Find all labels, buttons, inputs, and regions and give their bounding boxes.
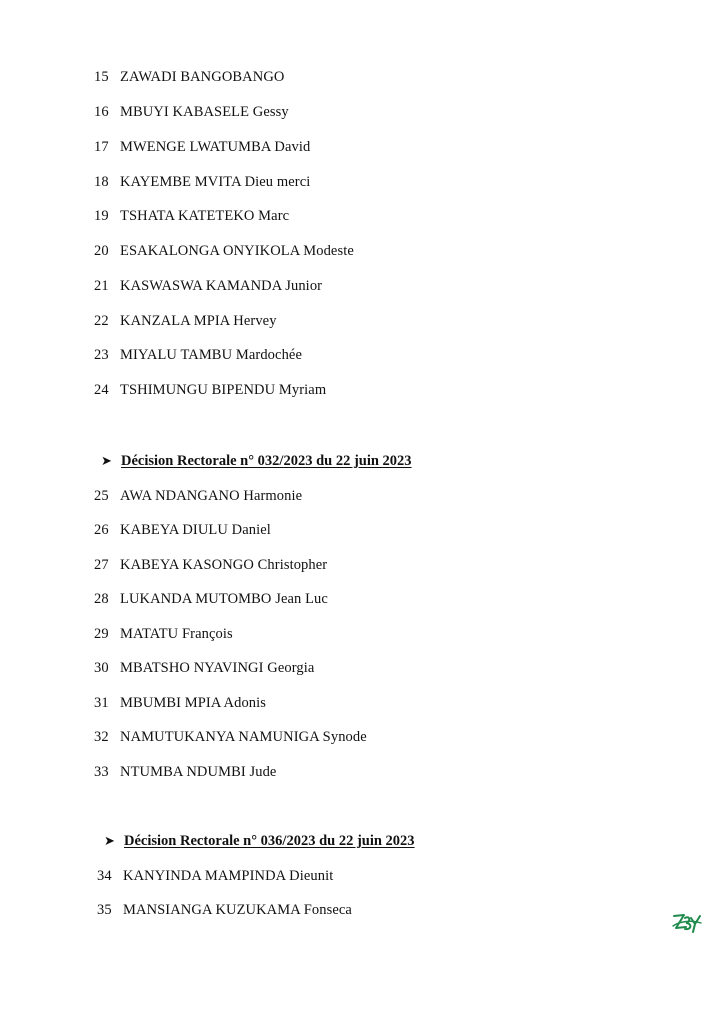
list-item <box>94 590 328 608</box>
item-name: MATATU François <box>120 626 233 642</box>
item-name: MANSIANGA KUZUKAMA Fonseca <box>123 902 352 918</box>
item-name: KABEYA KASONGO Christopher <box>120 557 328 573</box>
item-number: 28 <box>94 591 109 607</box>
item-number: 35 <box>97 902 112 918</box>
decision-title: Décision Rectorale n° 032/2023 du 22 juin 2023 <box>121 453 412 469</box>
item-name: TSHIMUNGU BIPENDU Myriam <box>120 382 327 398</box>
item-name: KANYINDA MAMPINDA Dieunit <box>123 868 334 884</box>
item-name: MBUMBI MPIA Adonis <box>120 695 267 711</box>
list-item <box>94 381 326 399</box>
item-number: 17 <box>94 139 109 155</box>
list-item <box>97 901 352 919</box>
item-name: KABEYA DIULU Daniel <box>120 522 271 538</box>
item-number: 16 <box>94 104 109 120</box>
list-item <box>94 68 284 86</box>
item-number: 21 <box>94 278 109 294</box>
list-item <box>94 242 354 260</box>
item-number: 29 <box>94 626 109 642</box>
item-number: 30 <box>94 660 109 676</box>
list-item <box>94 103 289 121</box>
list-item <box>94 625 233 643</box>
item-name: MBATSHO NYAVINGI Georgia <box>120 660 315 676</box>
item-number: 25 <box>94 488 109 504</box>
decision-title: Décision Rectorale n° 036/2023 du 22 juin 2023 <box>124 833 415 849</box>
item-name: KANZALA MPIA Hervey <box>120 313 277 329</box>
item-number: 19 <box>94 208 109 224</box>
item-number: 26 <box>94 522 109 538</box>
item-name: NAMUTUKANYA NAMUNIGA Synode <box>120 729 367 745</box>
list-item <box>94 173 310 191</box>
list-item <box>94 556 327 574</box>
list-item <box>94 346 302 364</box>
bullet-arrow-icon: ➤ <box>104 833 115 848</box>
item-name: MBUYI KABASELE Gessy <box>120 104 289 120</box>
item-name: MIYALU TAMBU Mardochée <box>120 347 302 363</box>
item-name: ESAKALONGA ONYIKOLA Modeste <box>120 243 354 259</box>
signature-initials-icon <box>672 912 702 934</box>
section-heading <box>101 452 412 470</box>
item-number: 31 <box>94 695 109 711</box>
item-number: 18 <box>94 174 109 190</box>
item-number: 27 <box>94 557 109 573</box>
item-number: 34 <box>97 868 112 884</box>
item-name: TSHATA KATETEKO Marc <box>120 208 290 224</box>
list-item <box>94 277 322 295</box>
item-number: 23 <box>94 347 109 363</box>
item-number: 22 <box>94 313 109 329</box>
list-item <box>94 763 276 781</box>
list-item <box>97 867 333 885</box>
list-item <box>94 487 302 505</box>
list-item <box>94 207 289 225</box>
item-number: 33 <box>94 764 109 780</box>
item-name: KASWASWA KAMANDA Junior <box>120 278 323 294</box>
list-item <box>94 521 271 539</box>
item-number: 24 <box>94 382 109 398</box>
item-name: ZAWADI BANGOBANGO <box>120 69 285 85</box>
item-number: 32 <box>94 729 109 745</box>
item-number: 15 <box>94 69 109 85</box>
section-heading <box>104 832 415 850</box>
item-name: MWENGE LWATUMBA David <box>120 139 311 155</box>
item-name: NTUMBA NDUMBI Jude <box>120 764 277 780</box>
item-number: 20 <box>94 243 109 259</box>
list-item <box>94 138 310 156</box>
item-name: AWA NDANGANO Harmonie <box>120 488 303 504</box>
bullet-arrow-icon: ➤ <box>101 453 112 468</box>
item-name: LUKANDA MUTOMBO Jean Luc <box>120 591 328 607</box>
item-name: KAYEMBE MVITA Dieu merci <box>120 174 311 190</box>
list-item <box>94 659 314 677</box>
list-item <box>94 728 367 746</box>
list-item <box>94 312 277 330</box>
list-item <box>94 694 266 712</box>
